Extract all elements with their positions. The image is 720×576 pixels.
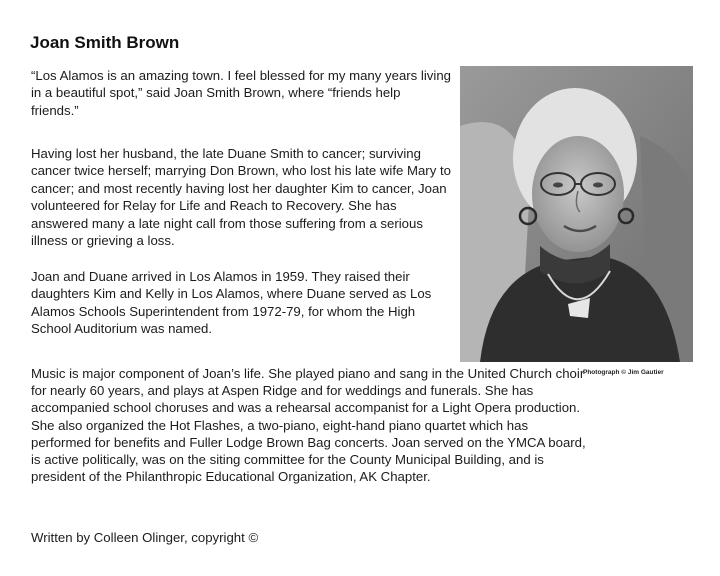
article-title: Joan Smith Brown [30,33,180,52]
photo-credit: Photograph © Jim Gautier [583,369,664,376]
byline: Written by Colleen Olinger, copyright © [31,530,259,545]
paragraph-arrival: Joan and Duane arrived in Los Alamos in 1959. They raised their daughters Kim and Kelly in Los Alamos, where Duane served as Los Alamos Schools Superintendent from 1972-79, for whom the High School Auditorium was named. [31,269,432,337]
paragraph-quote: “Los Alamos is an amazing town. I feel blessed for my many years living in a beautiful spot,” said Joan Smith Brown, where “friends help friends.” [31,68,451,118]
portrait-photo [460,66,693,362]
paragraph-cancer: Having lost her husband, the late Duane Smith to cancer; surviving cancer twice herself; marrying Don Brown, who lost his late wife Mary to cancer; and most recently having lost her daughter Kim to cancer, Joan volunteered for Relay for Life and Reach to Recovery. She has answered many a late night call from those suffering from a serious illness or grieving a loss. [31,146,451,249]
paragraph-music: Music is major component of Joan’s life. She played piano and sang in the United Church choir for nearly 60 years, and plays at Aspen Ridge and for weddings and funerals. She has accompanied school choruses and was a rehearsal accompanist for a Light Opera production. She also organized the Hot Flashes, a two-piano, eight-hand piano quartet which has performed for benefits and Fuller Lodge Brown Bag concerts. Joan served on the YMCA board, is active politically, was on the siting committee for the County Municipal Building, and is president of the Philanthropic Educational Organization, AK Chapter. [31,366,586,485]
